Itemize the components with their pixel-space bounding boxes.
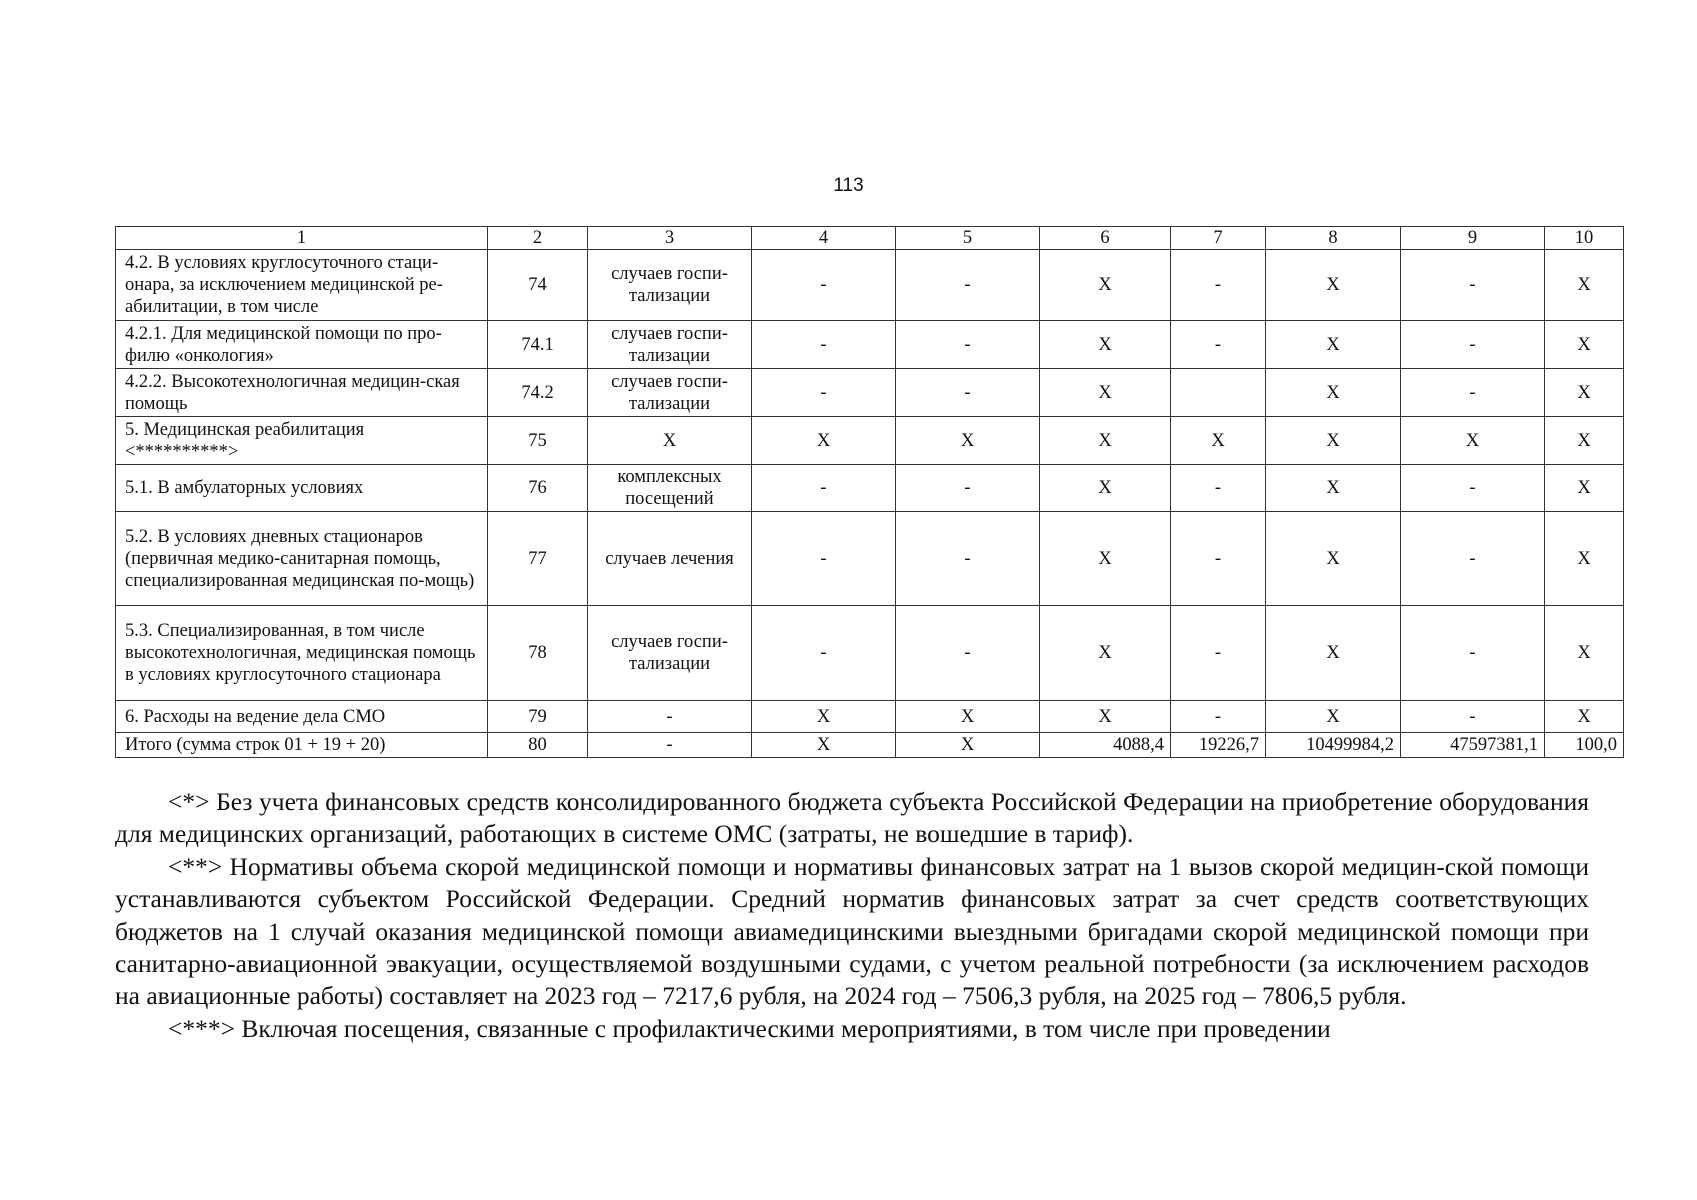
cell-col4: Х (752, 701, 896, 733)
table-row (116, 369, 1624, 417)
table-row (116, 321, 1624, 369)
table-row (116, 701, 1624, 733)
row-name: 4.2.2. Высокотехнологичная медицин-ская помощь (116, 369, 488, 417)
row-unit: комплексных посещений (588, 465, 752, 512)
cell-col10: Х (1545, 417, 1624, 465)
footnote-1: <*> Без учета финансовых средств консолидированного бюджета субъекта Российской Федерации на приобретение оборудования для медицинских организаций, работающих в системе ОМС (затраты, не вошедшие в тариф). (115, 787, 1589, 849)
cell-col4: - (752, 321, 896, 369)
cell-col6: Х (1040, 465, 1171, 512)
cell-col5: - (896, 512, 1040, 606)
cell-col7: - (1171, 465, 1266, 512)
cell-col4: - (752, 369, 896, 417)
row-unit: случаев госпи-тализации (588, 606, 752, 701)
cell-col6: Х (1040, 417, 1171, 465)
row-unit: случаев госпи-тализации (588, 369, 752, 417)
cell-col9: - (1401, 701, 1545, 733)
cell-col5: Х (896, 701, 1040, 733)
cell-col7 (1171, 369, 1266, 417)
row-code: 76 (488, 465, 588, 512)
footnote-3: <***> Включая посещения, связанные с профилактическими мероприятиями, в том числе при проведении (168, 1013, 1331, 1043)
column-header: 5 (896, 227, 1040, 250)
cell-col9: - (1401, 465, 1545, 512)
cell-col10: Х (1545, 321, 1624, 369)
cell-col7: 19226,7 (1171, 733, 1266, 758)
row-code: 75 (488, 417, 588, 465)
cell-col6: 4088,4 (1040, 733, 1171, 758)
cell-col6: Х (1040, 321, 1171, 369)
row-unit: случаев госпи-тализации (588, 250, 752, 321)
cell-col10: Х (1545, 369, 1624, 417)
cell-col8: Х (1266, 701, 1401, 733)
row-name: 4.2. В условиях круглосуточного стаци-онара, за исключением медицинской ре-абилитации, в том числе (116, 250, 488, 321)
row-unit: - (588, 701, 752, 733)
row-code: 77 (488, 512, 588, 606)
cell-col9: 47597381,1 (1401, 733, 1545, 758)
table-row (116, 250, 1624, 321)
row-name: 6. Расходы на ведение дела СМО (116, 701, 488, 733)
cell-col7: Х (1171, 417, 1266, 465)
row-unit: случаев лечения (588, 512, 752, 606)
cell-col9: - (1401, 512, 1545, 606)
row-code: 74 (488, 250, 588, 321)
cell-col5: - (896, 606, 1040, 701)
header-row (116, 227, 1624, 250)
column-header: 8 (1266, 227, 1401, 250)
row-code: 79 (488, 701, 588, 733)
cell-col10: Х (1545, 512, 1624, 606)
table-row (116, 465, 1624, 512)
cell-col8: Х (1266, 512, 1401, 606)
page-number: 113 (833, 175, 864, 196)
cell-col8: Х (1266, 465, 1401, 512)
footnotes (115, 786, 1589, 1045)
row-name: 5.3. Специализированная, в том числе высокотехнологичная, медицинская помощь в условиях круглосуточного стационара (116, 606, 488, 701)
row-code: 74.2 (488, 369, 588, 417)
column-header: 3 (588, 227, 752, 250)
table-row-total (116, 733, 1624, 758)
cell-col10: 100,0 (1545, 733, 1624, 758)
cell-col8: Х (1266, 321, 1401, 369)
row-code: 78 (488, 606, 588, 701)
cell-col4: Х (752, 733, 896, 758)
cell-col7: - (1171, 321, 1266, 369)
cell-col7: - (1171, 606, 1266, 701)
cell-col4: - (752, 250, 896, 321)
cell-col5: Х (896, 733, 1040, 758)
cell-col7: - (1171, 250, 1266, 321)
row-name: 4.2.1. Для медицинской помощи по про-филю «онкология» (116, 321, 488, 369)
table-row (116, 512, 1624, 606)
financing-table (115, 226, 1624, 758)
row-unit: - (588, 733, 752, 758)
row-name: 5. Медицинская реабилитация <**********> (116, 417, 488, 465)
column-header: 9 (1401, 227, 1545, 250)
cell-col8: Х (1266, 250, 1401, 321)
cell-col8: Х (1266, 369, 1401, 417)
cell-col7: - (1171, 512, 1266, 606)
row-name: Итого (сумма строк 01 + 19 + 20) (116, 733, 488, 758)
cell-col8: Х (1266, 606, 1401, 701)
column-header: 10 (1545, 227, 1624, 250)
row-unit: Х (588, 417, 752, 465)
cell-col6: Х (1040, 369, 1171, 417)
cell-col9: Х (1401, 417, 1545, 465)
column-header: 1 (116, 227, 488, 250)
column-header: 6 (1040, 227, 1171, 250)
footnote-2: <**> Нормативы объема скорой медицинской помощи и нормативы финансовых затрат на 1 вызов скорой медицин-ской помощи устанавливаются субъектом Российской Федерации. Средний норматив финансовых затрат за счет средств соответствующих бюджетов на 1 случай оказания медицинской помощи авиамедицинскими выездными бригадами скорой медицинской помощи при санитарно-авиационной эвакуации, осуществляемой воздушными судами, с учетом реальной потребности (за исключением расходов на авиационные работы) составляет на 2023 год – 7217,6 рубля, на 2024 год – 7506,3 рубля, на 2025 год – 7806,5 рубля. (115, 851, 1589, 1011)
cell-col9: - (1401, 250, 1545, 321)
cell-col4: - (752, 606, 896, 701)
cell-col4: - (752, 465, 896, 512)
column-header: 7 (1171, 227, 1266, 250)
column-header: 2 (488, 227, 588, 250)
cell-col9: - (1401, 321, 1545, 369)
cell-col8: Х (1266, 417, 1401, 465)
cell-col10: Х (1545, 250, 1624, 321)
cell-col8: 10499984,2 (1266, 733, 1401, 758)
row-name: 5.2. В условиях дневных стационаров (первичная медико-санитарная помощь, специализированная медицинская по-мощь) (116, 512, 488, 606)
cell-col6: Х (1040, 250, 1171, 321)
cell-col4: - (752, 512, 896, 606)
table-row (116, 417, 1624, 465)
column-header: 4 (752, 227, 896, 250)
cell-col7: - (1171, 701, 1266, 733)
cell-col5: - (896, 321, 1040, 369)
row-unit: случаев госпи-тализации (588, 321, 752, 369)
table-row (116, 606, 1624, 701)
cell-col6: Х (1040, 701, 1171, 733)
cell-col5: - (896, 250, 1040, 321)
cell-col10: Х (1545, 606, 1624, 701)
cell-col10: Х (1545, 465, 1624, 512)
cell-col4: Х (752, 417, 896, 465)
cell-col5: Х (896, 417, 1040, 465)
cell-col6: Х (1040, 606, 1171, 701)
cell-col9: - (1401, 606, 1545, 701)
row-code: 74.1 (488, 321, 588, 369)
row-name: 5.1. В амбулаторных условиях (116, 465, 488, 512)
cell-col6: Х (1040, 512, 1171, 606)
row-code: 80 (488, 733, 588, 758)
cell-col10: Х (1545, 701, 1624, 733)
cell-col9: - (1401, 369, 1545, 417)
cell-col5: - (896, 465, 1040, 512)
cell-col5: - (896, 369, 1040, 417)
